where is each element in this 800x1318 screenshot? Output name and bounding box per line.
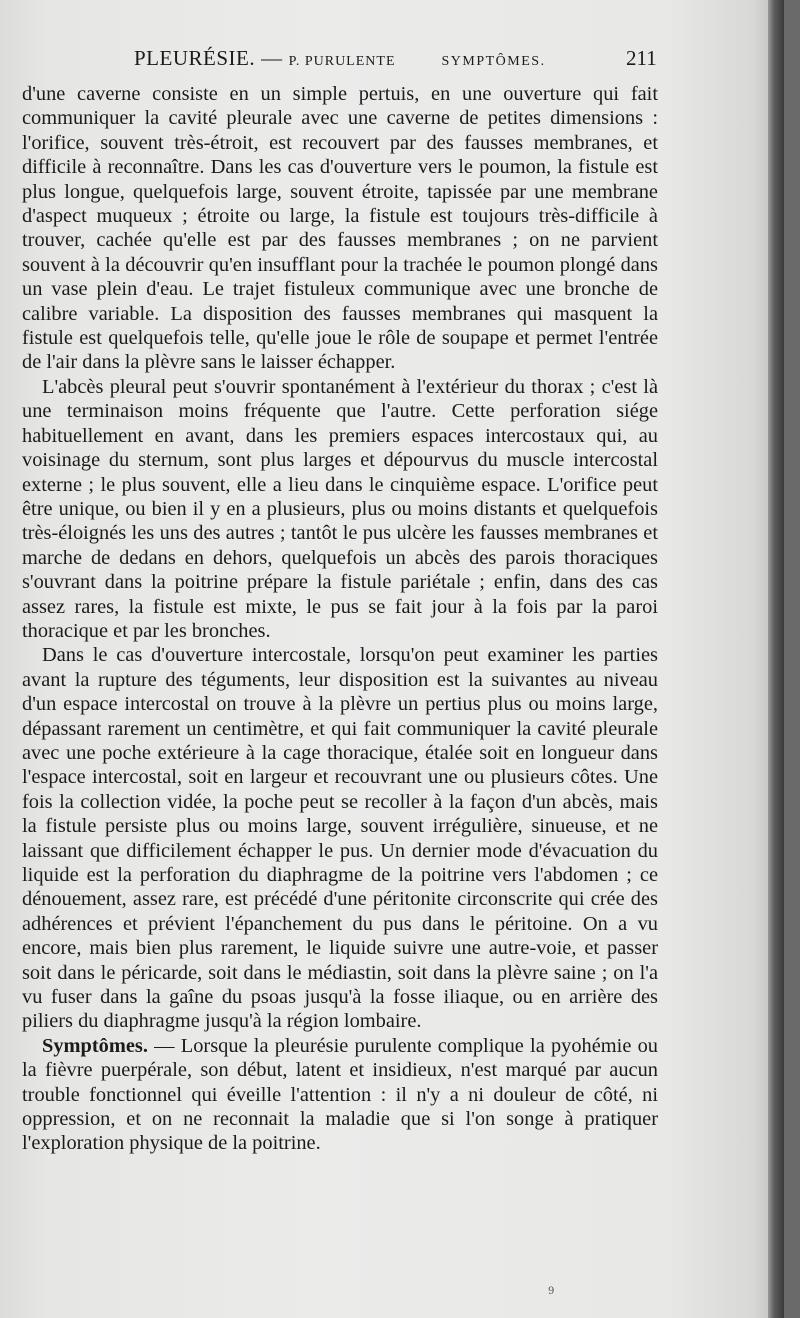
page-edge-shadow bbox=[768, 0, 784, 1318]
section-topic: SYMPTÔMES. bbox=[441, 54, 546, 69]
paragraph-2: L'abcès pleural peut s'ouvrir spontanément à l'extérieur du thorax ; c'est là une terminaison moins fréquente que l'autre. Cette perforation siége habituellement en avant, dans les premiers espaces intercostaux qui, au voisinage du sternum, sont plus larges et dépourvus du muscle intercostal externe ; le plus souvent, elle a lieu dans le cinquième espace. L'orifice peut être unique, ou bien il y en a plusieurs, plus ou moins distants et quelquefois très-éloignés les uns des autres ; tantôt le pus ulcère les fausses membranes et marche de dedans en dehors, quelquefois un abcès des parois thoraciques s'ouvrant dans la poitrine prépare la fistule pariétale ; enfin, dans des cas assez rares, la fistule est mixte, le pus se fait jour à la fois par la paroi thoracique et par les bronches. bbox=[22, 375, 658, 642]
section-heading: Symptômes. bbox=[42, 1034, 148, 1057]
page-number: 211 bbox=[626, 46, 657, 70]
body-text bbox=[22, 82, 658, 1156]
chapter-title: PLEURÉSIE. bbox=[134, 46, 256, 70]
header-dash: — bbox=[261, 46, 283, 70]
running-header bbox=[0, 46, 784, 76]
chapter-subtitle: P. PURULENTE bbox=[288, 54, 396, 69]
section-text: — Lorsque la pleurésie purulente complique la pyohémie ou la fièvre puerpérale, son début, latent et insidieux, n'est marqué par aucun trouble fonctionnel qui éveille l'attention : il n'y a ni douleur de côté, ni oppression, et on ne reconnait la maladie que si l'on songe à pratiquer l'exploration physique de la poitrine. bbox=[22, 1034, 658, 1155]
paragraph-3: Dans le cas d'ouverture intercostale, lorsqu'on peut examiner les parties avant la rupture des téguments, leur disposition est la suivantes au niveau d'un espace intercostal on trouve à la plèvre un pertius plus ou moins large, dépassant rarement un centimètre, et qui fait communiquer la cavité pleurale avec une poche extérieure à la cage thoracique, étalée soit en longueur dans l'espace intercostal, soit en largeur et recouvrant une ou plusieurs côtes. Une fois la collection vidée, la poche peut se recoller à la façon d'un abcès, mais la fistule persiste plus ou moins large, souvent irrégulière, sinueuse, et ne laissant que difficilement échapper le pus. Un dernier mode d'évacuation du liquide est la perforation du diaphragme de la poitrine vers l'abdomen ; ce dénouement, assez rare, est précédé d'une péritonite circonscrite qui crée des adhérences et prévient l'épanchement du pus dans le péritoine. On a vu encore, mais bien plus rarement, le liquide suivre une autre-voie, et passer soit dans le péricarde, soit dans le médiastin, soit dans la plèvre saine ; on l'a vu fuser dans la gaîne du psoas jusqu'à la fosse iliaque, ou en arrière des piliers du diaphragme jusqu'à la région lombaire. bbox=[22, 644, 658, 1033]
paragraph-1: d'une caverne consiste en un simple pertuis, en une ouverture qui fait communiquer la cavité pleurale avec une caverne de petites dimensions : l'orifice, souvent très-étroit, est recouvert par des fausses membranes, et difficile à reconnaître. Dans les cas d'ouverture vers le poumon, la fistule est plus longue, quelquefois large, souvent étroite, tapissée par une membrane d'aspect muqueux ; étroite ou large, la fistule est toujours très-difficile à trouver, cachée qu'elle est par des fausses membranes ; on ne parvient souvent à la découvrir qu'en insufflant pour la trachée le poumon plongé dans un vase plein d'eau. Le trajet fistuleux communique avec une bronche de calibre variable. La disposition des fausses membranes qui masquent la fistule est quelquefois telle, qu'elle joue le rôle de soupape et permet l'entrée de l'air dans la plèvre sans le laisser échapper. bbox=[22, 83, 658, 374]
paragraph-symptomes bbox=[22, 1034, 658, 1156]
footer-mark: 9 bbox=[548, 1286, 555, 1297]
running-title bbox=[134, 46, 546, 71]
